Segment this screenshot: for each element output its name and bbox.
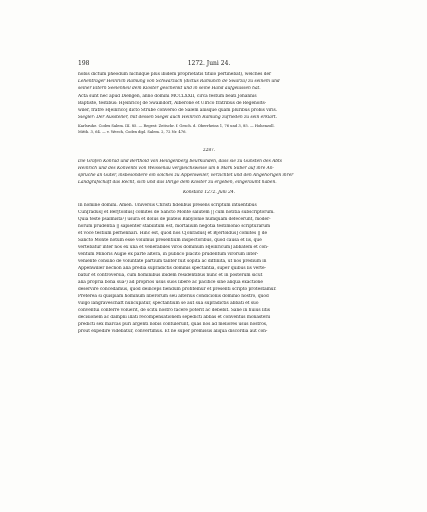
body-line: Appenwiller necnon alia predia supradictis dominis spectantia, super quibus lis verte- bbox=[78, 266, 266, 271]
running-title: 1272. Juni 24. bbox=[187, 60, 231, 67]
text-line: Acta sunt hec apud Diengen, anno domini MCCLXXII, circa festum beati Johannis bbox=[78, 94, 257, 99]
body-line: et voce testium perhennari. Hinc est, quod nos C[onradus] et B[ertoldus] comites || de bbox=[78, 231, 268, 236]
summary-line: sprüche an Güter, insbesondere ein solches zu Appenweiler, verzichtet und den Angehörigen ihrer bbox=[78, 173, 294, 178]
summary-line: Heinrich und des Konvents von Weissenau vergleichsweise um 6 Mark Silber auf ihre An- bbox=[78, 166, 274, 171]
body-line: norum prudentia || sapienter stabilitum est, mortalium negotia testimonio scripturarum bbox=[78, 224, 271, 229]
body-line: vulgo langraveschaft nuncupatur, spectantium se aut sua supradictis abbati et suo bbox=[78, 301, 259, 306]
text-line: wiler, fratre H[einrico] dicto Strube converso de Salem aliisque quam pluribus probis viris. bbox=[78, 108, 278, 113]
body-line: alia propria bona sua²) ad proprios usus suos libere ac pacifice sine aliqua exactione bbox=[78, 280, 263, 285]
page-number: 198 bbox=[78, 60, 90, 67]
body-line: vertebatur inter nos ex una et venerabiles viros dominum H[einricum] abbatem et con- bbox=[78, 245, 269, 250]
source-citation: Karlsruhe. Codex Salem. III. 85. — Regest: Zeitschr. f. Gesch. d. Oberrheins 1, 76 und 3, 85. — Hohenzoll. bbox=[78, 124, 275, 128]
document-number: 2287. bbox=[202, 148, 216, 153]
body-line: batur et controversia, cum hominibus ibidem residentibus nunc et in posterum sicut bbox=[78, 273, 263, 278]
body-line: deservire concedamus, quod deinceps fiendum profitemur et presenti scripto protestamur. bbox=[78, 287, 277, 292]
date-line: Konstanz 1272. Juni 24. bbox=[183, 190, 235, 195]
body-line: veniente consilio de voluntate partium taliter fuit sopita ac diffinita, ut nos predium in bbox=[78, 259, 267, 264]
body-line: conventui conferre voluerit, de scitu nostro facere poterit ac debebit. Sane in huius litis bbox=[78, 308, 270, 313]
running-header bbox=[78, 60, 340, 68]
body-line: ventum Minoris Augie ex parte altera, in publico placito prudentum virorum inter- bbox=[78, 252, 259, 257]
body-line: Sancto Monte notum esse volumus presentium inspectoribus, quod causa et lis, que bbox=[78, 238, 262, 243]
body-line: Cūn[radus] et Ber[toldus] comites de Sancto Monte salutem || cum notitia subscriptorum. bbox=[78, 210, 275, 215]
body-line: prout expedire videbatur, convertimus. Et ne super premissis aliqua discordia aut con- bbox=[78, 329, 268, 334]
text-line: Baptiste, testibus: H[einrico] de Swaindorf, Alberone et Ulrico fratribus de Regenolts- bbox=[78, 101, 267, 106]
source-citation: Mitth. 3, 64. — v. Weech, Codex dipl. Salem. 2, 72 Nr. 476. bbox=[78, 130, 187, 134]
body-line: In nomine domini. Amen. Universis Christi fidelibus presens scriptum intuentibus bbox=[78, 203, 257, 208]
sealer-note: Siegler: Der Aussteller, mit dessen Siegel auch Heinrich Ramung zufrieden zu sein erklärt. bbox=[78, 115, 277, 120]
text-line: seiner Eltern Seelenheil dem Kloster geschenkt und in seine Hand aufgelassen hat. bbox=[78, 86, 261, 91]
summary-line: Landgrafschaft das Recht, sich und das Ihrige dem Kloster zu ergeben, eingeräumt haben. bbox=[78, 180, 277, 185]
body-line: predicti sex marcas puri argenti nobis contulerunt, quas nos ad meliores usus nostros, bbox=[78, 322, 268, 327]
text-line: Lehenträger Heinrich Ramung von Schwarzach (dictus Ramunch de Swarza) zu seinem und bbox=[78, 79, 280, 84]
text-line: nobis dictum pheodum nichilque plus ibidem proprietatis titulo pertinebat), welches der bbox=[78, 72, 272, 77]
body-line: Quia teste psalmista¹) usura et dolus de plateis Babylonie numquam defecerunt, moder- bbox=[78, 217, 271, 222]
body-line: decisionem ac dampni illati recompensationem sepedicti abbas et conventus monasterii bbox=[78, 315, 271, 320]
body-line: Preterea si quispiam hominum liberorum seu alterius condicionis dominio nostro, quod bbox=[78, 294, 269, 299]
summary-line: Die Grafen Konrad und Berthold von Heiligenberg beurkunden, dass sie zu Gunsten des Abts bbox=[78, 159, 282, 164]
